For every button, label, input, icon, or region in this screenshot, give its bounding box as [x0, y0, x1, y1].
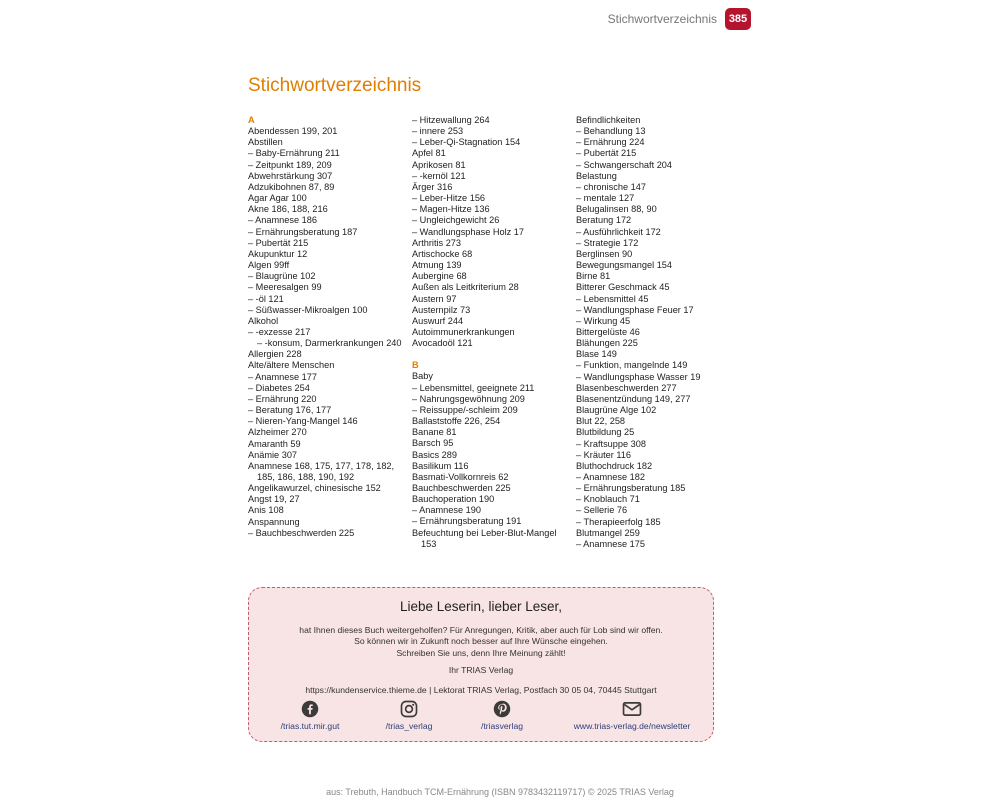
index-entry: – Anamnese 175 — [576, 538, 645, 549]
index-entry: Akne 186, 188, 216 — [248, 204, 328, 215]
social-instagram[interactable] — [379, 700, 439, 731]
index-entry: Autoimmunerkrankungen — [412, 326, 515, 337]
index-entry: – Strategie 172 — [576, 237, 639, 248]
social-pinterest[interactable] — [472, 700, 532, 731]
index-entry: Blutmangel 259 — [576, 527, 640, 538]
social-newsletter-label: www.trias-verlag.de/newsletter — [573, 721, 691, 731]
index-entry: Auswurf 244 — [412, 315, 464, 326]
index-column-1 — [248, 115, 408, 539]
social-pinterest-label: /triasverlag — [480, 721, 524, 731]
index-entry: – Therapieerfolg 185 — [576, 516, 661, 527]
index-entry: – Nahrungsgewöhnung 209 — [412, 393, 525, 404]
index-entry: Bewegungsmangel 154 — [576, 260, 673, 271]
feedback-box — [248, 587, 714, 742]
index-entry: Alte/ältere Menschen — [248, 360, 335, 371]
index-entry: – Behandlung 13 — [576, 126, 646, 137]
pinterest-icon — [493, 700, 511, 718]
index-entry: Allergien 228 — [248, 349, 302, 360]
index-entry: – mentale 127 — [576, 193, 635, 204]
index-entry: Anspannung — [248, 516, 300, 527]
page-number-badge: 385 — [725, 8, 751, 30]
index-entry: – Hitzewallung 264 — [412, 115, 490, 125]
index-entry: – Wandlungsphase Wasser 19 — [576, 371, 701, 382]
index-entry: – Beratung 176, 177 — [248, 405, 332, 416]
index-entry: – Wandlungsphase Holz 17 — [412, 226, 525, 237]
index-entry: – Nieren-Yang-Mangel 146 — [248, 416, 358, 427]
index-entry: Basilikum 116 — [412, 460, 469, 471]
index-entry: Blasenbeschwerden 277 — [576, 382, 677, 393]
index-entry: Avocadoöl 121 — [412, 338, 473, 349]
index-entry: Algen 99ff — [248, 260, 290, 271]
index-entry: – Meeresalgen 99 — [248, 282, 322, 293]
index-entry: – Funktion, mangelnde 149 — [576, 360, 688, 371]
feedback-signature: Ihr TRIAS Verlag — [448, 665, 514, 676]
index-entry: – Bauchbeschwerden 225 — [248, 527, 355, 538]
letter-heading: B — [412, 360, 419, 371]
feedback-line-1: hat Ihnen dieses Buch weitergeholfen? Für Anregungen, Kritik, aber auch für Lob sind wir offen. — [299, 625, 663, 635]
letter-heading: A — [248, 115, 255, 125]
index-entry: Bluthochdruck 182 — [576, 460, 653, 471]
index-entry: Atmung 139 — [412, 260, 462, 271]
index-entry: – Anamnese 182 — [576, 472, 645, 482]
index-entry: – Leber-Qi-Stagnation 154 — [412, 137, 521, 148]
index-entry: – Knoblauch 71 — [576, 494, 640, 505]
index-entry: Bauchoperation 190 — [412, 494, 495, 505]
index-entry: Blähungen 225 — [576, 338, 638, 349]
index-entry: – innere 253 — [412, 126, 464, 137]
index-entry: Blut 22, 258 — [576, 416, 626, 427]
index-entry: – Sellerie 76 — [576, 505, 628, 516]
index-entry: Bitterer Geschmack 45 — [576, 282, 670, 293]
index-entry: – Anamnese 190 — [412, 505, 481, 516]
index-entry: Befeuchtung bei Leber-Blut-Mangel 153 — [412, 527, 557, 549]
index-entry: – Wandlungsphase Feuer 17 — [576, 304, 694, 315]
index-entry: – Baby-Ernährung 211 — [248, 148, 340, 159]
index-entry: Aprikosen 81 — [412, 159, 466, 170]
feedback-line-3: Schreiben Sie uns, denn Ihre Meinung zählt! — [396, 647, 566, 658]
index-entry: Birne 81 — [576, 271, 611, 282]
source-footer: aus: Trebuth, Handbuch TCM-Ernährung (ISBN 9783432119717) © 2025 TRIAS Verlag — [326, 787, 674, 797]
index-entry: Bauchbeschwerden 225 — [412, 483, 511, 493]
index-entry: Befindlichkeiten — [576, 115, 641, 125]
index-entry: Agar Agar 100 — [248, 193, 307, 204]
index-column-2 — [412, 115, 572, 550]
index-entry: Austernpilz 73 — [412, 304, 471, 315]
index-entry: – Anamnese 177 — [248, 371, 317, 382]
index-entry: Anämie 307 — [248, 449, 298, 460]
index-entry: Baby — [412, 371, 433, 382]
index-entry: – -konsum, Darmerkrankungen 240 — [257, 338, 402, 349]
index-column-3 — [576, 115, 736, 550]
feedback-contact[interactable]: https://kundenservice.thieme.de | Lektorat TRIAS Verlag, Postfach 30 05 04, 70445 Stuttgart — [305, 685, 657, 696]
index-entry: Alzheimer 270 — [248, 427, 307, 438]
index-entry: – Ungleichgewicht 26 — [412, 215, 500, 226]
index-entry: – Ernährung 224 — [576, 137, 645, 148]
feedback-body — [249, 625, 713, 659]
index-entry: – chronische 147 — [576, 181, 646, 192]
social-newsletter[interactable] — [565, 700, 699, 731]
index-entry: – Süßwasser-Mikroalgen 100 — [248, 304, 368, 315]
index-entry: Abwehrstärkung 307 — [248, 170, 333, 181]
index-entry: Basics 289 — [412, 449, 457, 460]
index-entry: Beratung 172 — [576, 215, 632, 226]
index-entry: Aubergine 68 — [412, 271, 467, 282]
index-entry: Angst 19, 27 — [248, 494, 300, 505]
index-entry: Anamnese 168, 175, 177, 178, 182, 185, 186, 188, 190, 192 — [248, 460, 395, 482]
index-entry: Alkohol — [248, 315, 279, 326]
index-entry: Belastung — [576, 170, 617, 181]
index-entry: Apfel 81 — [412, 148, 446, 159]
index-entry: – -exzesse 217 — [248, 326, 311, 337]
index-title: Stichwortverzeichnis — [248, 75, 422, 96]
index-entry: Ärger 316 — [412, 181, 453, 192]
index-entry: Blase 149 — [576, 349, 617, 360]
index-entry: Arthritis 273 — [412, 237, 462, 248]
social-facebook-label: /trias.tut.mir.gut — [280, 721, 340, 731]
social-facebook[interactable] — [275, 700, 345, 731]
index-entry: – Pubertät 215 — [576, 148, 637, 159]
index-entry: – Ernährungsberatung 191 — [412, 516, 522, 527]
index-entry: Amaranth 59 — [248, 438, 301, 449]
index-entry: – Schwangerschaft 204 — [576, 159, 673, 170]
index-entry: – -kernöl 121 — [412, 170, 466, 181]
index-entry: Anis 108 — [248, 505, 284, 516]
index-entry: – -öl 121 — [248, 293, 284, 304]
index-entry: Blaugrüne Alge 102 — [576, 405, 657, 416]
social-instagram-label: /trias_verlag — [385, 721, 433, 731]
instagram-icon — [400, 700, 418, 718]
index-entry: Artischocke 68 — [412, 248, 473, 259]
index-entry: – Ernährungsberatung 185 — [576, 483, 686, 494]
index-entry: Bittergelüste 46 — [576, 326, 640, 337]
index-entry: – Leber-Hitze 156 — [412, 193, 486, 204]
facebook-icon — [301, 700, 319, 718]
index-entry: Blasenentzündung 149, 277 — [576, 393, 691, 404]
index-entry: – Ausführlichkeit 172 — [576, 226, 661, 237]
index-entry: Banane 81 — [412, 427, 457, 438]
index-entry: – Ernährungsberatung 187 — [248, 226, 358, 237]
index-entry: – Magen-Hitze 136 — [412, 204, 490, 215]
index-entry: Ballaststoffe 226, 254 — [412, 416, 501, 427]
index-entry: – Blaugrüne 102 — [248, 271, 316, 282]
index-entry: – Anamnese 186 — [248, 215, 317, 226]
index-entry: – Diabetes 254 — [248, 382, 310, 393]
index-entry: Austern 97 — [412, 293, 457, 304]
running-title: Stichwortverzeichnis — [607, 12, 717, 26]
mail-icon — [622, 700, 642, 718]
index-entry: – Wirkung 45 — [576, 315, 631, 326]
index-entry: – Lebensmittel 45 — [576, 293, 649, 304]
letter-gap — [412, 349, 572, 360]
feedback-line-2: So können wir in Zukunft noch besser auf Ihre Wünsche eingehen. — [354, 636, 608, 647]
index-entry: – Kräuter 116 — [576, 449, 631, 460]
index-entry: Außen als Leitkriterium 28 — [412, 282, 519, 293]
index-entry: Barsch 95 — [412, 438, 454, 449]
index-entry: Basmati-Vollkornreis 62 — [412, 471, 509, 482]
index-entry: Adzukibohnen 87, 89 — [248, 181, 335, 192]
index-entry: – Ernährung 220 — [248, 393, 317, 404]
index-entry: Abstillen — [248, 137, 283, 148]
index-entry: – Zeitpunkt 189, 209 — [248, 159, 332, 170]
index-entry: – Reissuppe/-schleim 209 — [412, 404, 518, 415]
index-entry: Akupunktur 12 — [248, 248, 308, 259]
index-entry: Blutbildung 25 — [576, 427, 635, 438]
index-entry: – Kraftsuppe 308 — [576, 438, 646, 449]
index-entry: – Pubertät 215 — [248, 237, 309, 248]
index-entry: Angelikawurzel, chinesische 152 — [248, 483, 381, 494]
index-entry: Belugalinsen 88, 90 — [576, 204, 657, 215]
index-entry: Berglinsen 90 — [576, 248, 633, 259]
feedback-heading: Liebe Leserin, lieber Leser, — [399, 599, 563, 614]
index-entry: – Lebensmittel, geeignete 211 — [412, 382, 535, 393]
social-links — [249, 700, 713, 740]
index-entry: Abendessen 199, 201 — [248, 126, 338, 137]
